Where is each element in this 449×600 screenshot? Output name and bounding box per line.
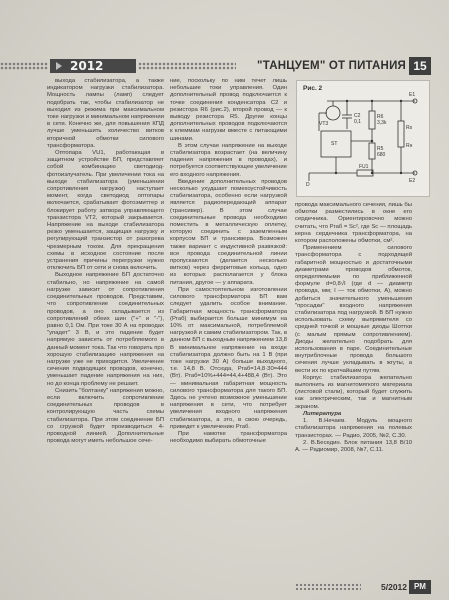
text-column-2 — [170, 78, 287, 583]
literature-item: 1. В.Нечаев. Модуль мощного стабилизатора напряжения на полевых транзисторах. — Радио, 2005, №2, С.30. — [295, 418, 412, 439]
literature-item: 2. В.Беседин. Блок питания 13,8 В/10 А. — Радиомир, 2008, №7, С.11. — [295, 439, 412, 453]
r6-label: R6 — [377, 114, 384, 120]
paragraph: ние, поскольку по ним течет лишь небольшие токи управления. Один дополнительный провод подключается к точке соединения конденсатора С2 и резистора R6 (рис.2), второй провод — к выводу резистора R5. Другие концы дополнительных проводов подключаются к клеммам нагрузки вместе с питающими шинами. — [170, 78, 287, 142]
paragraph: Выходное напряжение БП достаточно стабильно, но напряжение на самой нагрузке зависит от сопротивления соединительных проводов. Представим, что сопротивление соединительных проводов, а оно складывается из сопротивлений обеих шин ("+" и "-"), равно 0,1 Ом. При токе 30 А на проводах "упадет" 3 В, и это падение будет напрямую зависеть от потребляемого в данный момент тока. Так что говорить про хорошую стабилизацию напряжения на нагрузке уже не приходится. Увеличение сечения подводящих проводов, конечно, уменьшает падение напряжения на них, но до конца проблему не решает. — [47, 272, 164, 387]
triangle-icon — [56, 62, 62, 70]
d-label: D — [306, 182, 310, 188]
r5-label: R5 — [377, 146, 384, 152]
year-label: 2012 — [70, 59, 104, 73]
c2-label: C2 — [354, 113, 361, 119]
e2-label: E2 — [409, 178, 416, 184]
header-dot-pattern-mid — [138, 62, 236, 70]
paragraph: В этом случае напряжение на выходе стабилизатора возрастает (на величину падения напряжения в проводах), и потребуется соответствующее увеличение его входного напряжения. — [170, 142, 287, 178]
r5-value: 680 — [377, 152, 386, 158]
paragraph: Снизить "болтанку" напряжения можно, если включить сопротивление соединительных проводов в контролирующую часть схемы стабилизатора. При этом соединение БП со сгрузкой будет производиться 4-проводной линией. Дополнительные провода могут иметь небольшое сече- — [47, 387, 164, 445]
r6-value: 3,3k — [377, 120, 387, 126]
footer-dot-pattern — [295, 583, 361, 590]
e1-label: E1 — [409, 92, 416, 98]
text-column-1 — [47, 78, 164, 583]
fu1-label: FU1 — [359, 164, 369, 170]
figure-title: Рис. 2 — [303, 85, 323, 92]
paragraph: провода максимального сечения, лишь бы обмотки разместились в окне его сердечника. Ориентировочно можно считать, что Pгаб = Sc², где Sc — площадь керна сердечника трансформатора, на котором расположены обмотки, см². — [295, 202, 412, 245]
paragraph: Оптопара VU1, работающая в защитном устройстве БП, представляет собой комбинацию светодиод-фотоизлучатель. При увеличении тока на выходе стабилизатора (уменьшении сопротивления нагрузки) наступает момент, когда светодиод оптопары включается, срабатывает фотоэмиттер и блокирует работу затвора управляющего транзистора VT2, который закрывается. Напряжение на выходе стабилизатора резко уменьшается, защищая нагрузку и регулирующий транзистор от разогрева чрезмерным током. Для прекращения схемы в исходное состояние после устранения причины перегрузки нужно отключить БП от сети и снова включить. — [47, 150, 164, 272]
page-number: 15 — [409, 57, 431, 75]
section-title: "ТАНЦУЕМ" ОТ ПИТАНИЯ — [257, 60, 406, 72]
year-tab — [50, 59, 136, 73]
paragraph: Применением силового трансформатора с подходящей габаритной мощностью и достаточными диаметрами проводов обмоток, определяемыми по приближенной формуле d=0,8√I (где d — диаметр провода, мм; I — ток обмотки, А), можно добиться значительного уменьшения "просадки" входного напряжения стабилизатора под нагрузкой. В БП нужно использовать схему выпрямителя со средней точкой и мощные диоды Шоттки (с малым прямым сопротивлением). Диоды желательно подобрать для использования в паре. Соединительные внутриблочные провода большого сечения лучше укладывать в жгуты, а вести их по кратчайшим путям. — [295, 245, 412, 374]
circuit-figure — [296, 80, 430, 197]
paragraph: При намотке трансформатора необходимо выбирать обмоточные — [170, 430, 287, 445]
header-dot-pattern-left — [0, 62, 48, 70]
st-label: ST — [331, 141, 338, 147]
text-column-3 — [295, 202, 412, 582]
vt3-label: VT3 — [319, 121, 329, 127]
issue-number: 5/2012 — [381, 582, 407, 592]
paragraph: выхода стабилизатора, а также индикатором нагрузки стабилизатора. Мощность лампы (ламп) следует подобрать так, чтобы стабилизатор не выходил из режима при максимальном токе нагрузки и минимальном напряжении в сети. Конечно же, для повышения КПД лучше уменьшить количество витков вторичной обмотки силового трансформатора. — [47, 78, 164, 149]
paragraph: Корпус стабилизатора желательно выполнить из магнитомягкого материала (листовой стали), который будет служить как электрическим, так и магнитным экраном. — [295, 374, 412, 410]
rh-label: Rн — [406, 143, 413, 149]
c2-value: 0,1 — [354, 119, 361, 125]
magazine-logo: РМ — [409, 580, 431, 594]
paragraph: Введение дополнительных проводов несколько ухудшает помехоустойчивость стабилизатора, особенно если нагрузкой является радиопередающий аппарат (трансивер). В этом случае соединительные провода необходимо поместить в металлическую оплетку, которую соединить с заземленным корпусом БП и трансивера. Возможен также вариант с индуктивной развязкой: все провода соединительной линии пропускаются (делается несколько витков) через ферритовые кольца, одно из которых располагается у блока питания, другое — у аппарата. — [170, 178, 287, 286]
paragraph: При самостоятельном изготовлении силового трансформатора БП вам следует удалить особое внимание. Габаритная мощность трансформатора (Ргаб) выбирается больше минимум на 10% от максимальной, потребляемой нагрузкой и самим стабилизатором. Так, в данном БП с выходным напряжением 13,8 В минимальное напряжение на входе стабилизатора должно быть на 1 В (при токе нагрузки 30 А) больше выходного, т.е. 14,8 В. Отсюда, Pгаб=14,8·30=444 (Вт). Pгаб=10%+444=44,4+488,4 (Вт). Это — минимальная габаритная мощность силового трансформатора для такого БП. Здесь не учтено возможное уменьшение напряжения в сети, что потребует увеличения входного напряжения стабилизатора, а это, в свою очередь, приведет к увеличению Pгаб. — [170, 286, 287, 430]
rs-label: Rs — [406, 125, 413, 131]
literature-title: Литература — [303, 410, 342, 417]
